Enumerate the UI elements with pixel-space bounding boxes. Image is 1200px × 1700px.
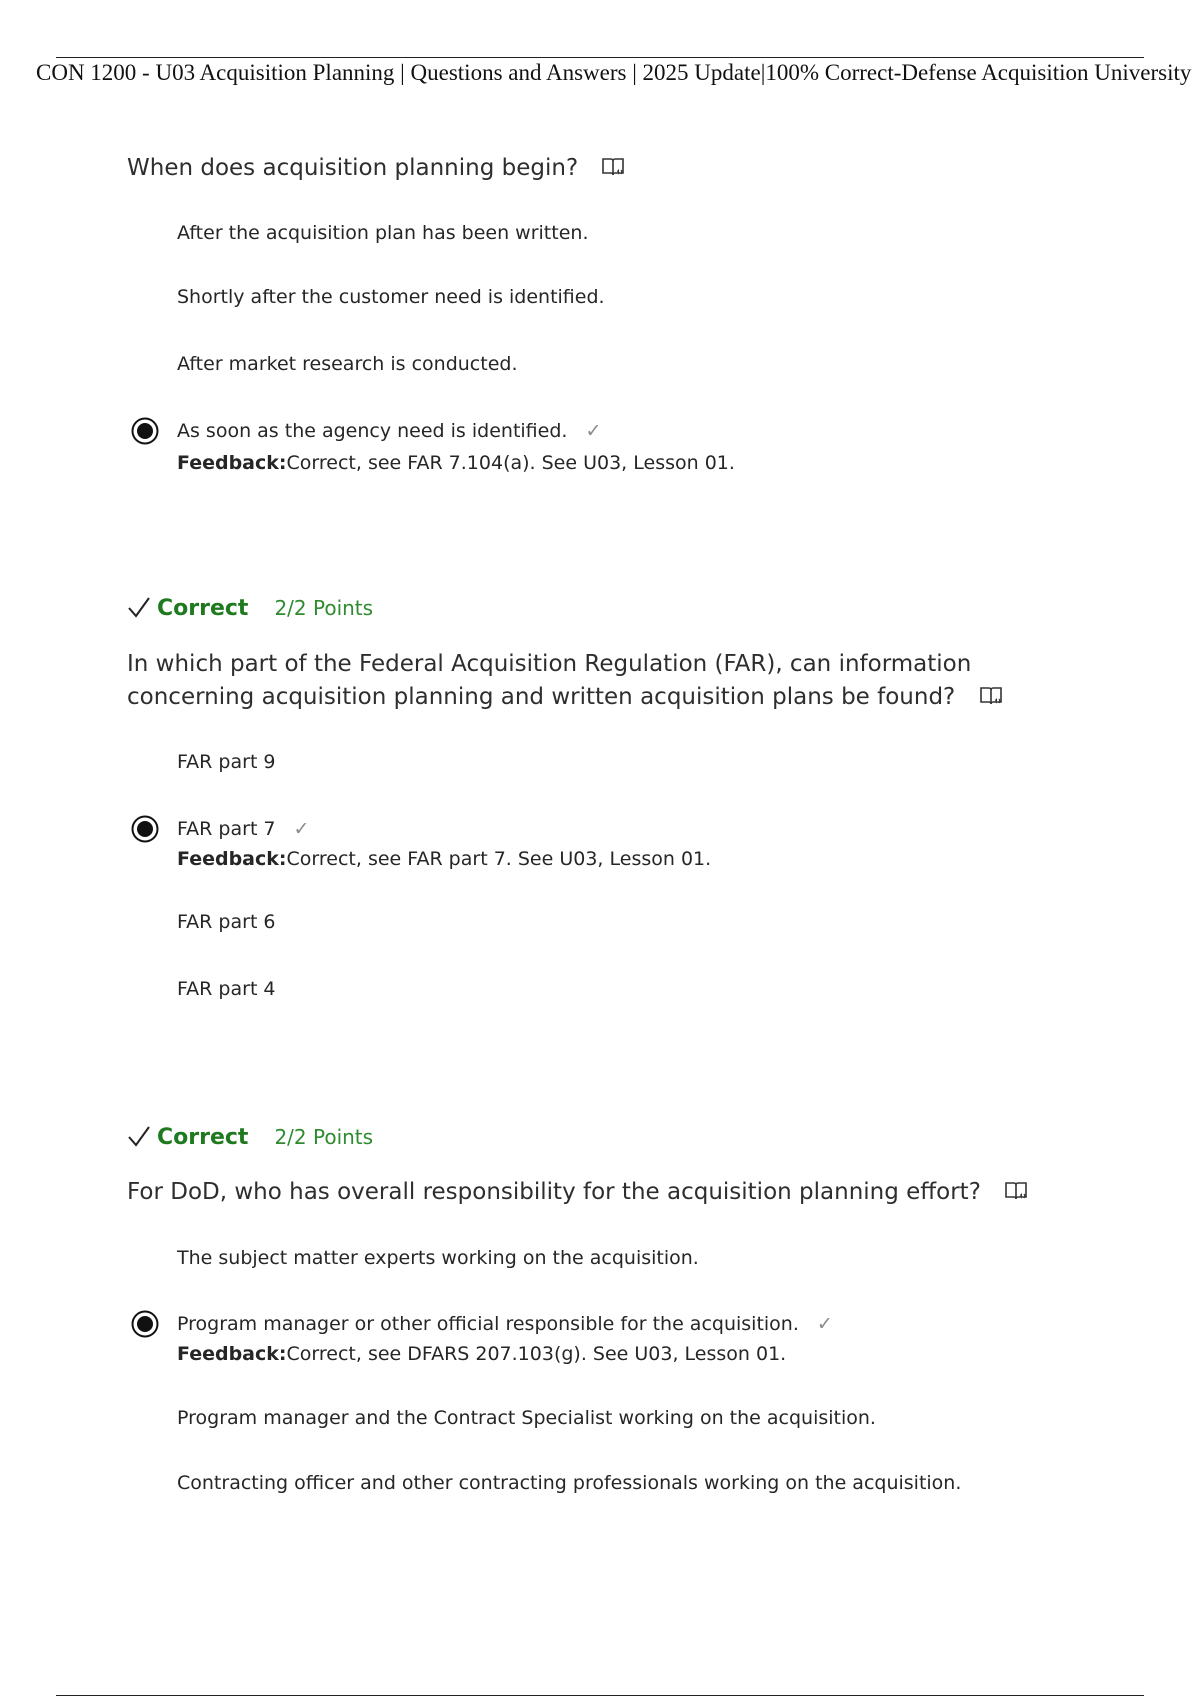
checkmark-icon: ✓ [585,420,602,442]
feedback-label: Feedback: [177,1343,287,1365]
checkmark-icon [127,1125,151,1147]
question-text: For DoD, who has overall responsibility for the acquisition planning effort? [127,1179,981,1205]
option-q2-3[interactable]: FAR part 6 [177,911,276,933]
feedback [177,846,711,872]
option-q2-1[interactable]: FAR part 9 [177,751,276,773]
result-points: 2/2 Points [274,596,374,620]
question-2 [127,648,1087,714]
radio-selected-icon[interactable] [131,1310,159,1338]
immersive-reader-icon[interactable] [979,684,1003,708]
document-title: CON 1200 - U03 Acquisition Planning | Questions and Answers | 2025 Update|100% Correct-Defense Acquisition University [36,60,1192,85]
radio-selected-icon[interactable] [131,417,159,445]
option-label: FAR part 7 [177,818,276,840]
option-q2-4[interactable]: FAR part 4 [177,978,276,1000]
question-1 [127,152,1087,185]
option-q1-4-selected[interactable] [177,418,601,444]
immersive-reader-icon[interactable] [1004,1179,1028,1203]
option-q3-1[interactable]: The subject matter experts working on the acquisition. [177,1247,699,1269]
question-3 [127,1176,1087,1209]
immersive-reader-icon[interactable] [601,155,625,179]
feedback [177,450,735,476]
option-q1-1[interactable]: After the acquisition plan has been written. [177,222,589,244]
option-q1-3[interactable]: After market research is conducted. [177,353,518,375]
result-points: 2/2 Points [274,1125,374,1149]
option-q1-2[interactable]: Shortly after the customer need is identified. [177,286,605,308]
result-q2 [127,594,373,623]
checkmark-icon [127,596,151,618]
feedback-label: Feedback: [177,848,287,870]
question-text: When does acquisition planning begin? [127,155,579,181]
radio-selected-icon[interactable] [131,815,159,843]
option-q3-3[interactable]: Program manager and the Contract Specialist working on the acquisition. [177,1407,876,1429]
option-label: As soon as the agency need is identified. [177,420,568,442]
option-q3-2-selected[interactable] [177,1311,833,1337]
feedback-label: Feedback: [177,452,287,474]
feedback-text: Correct, see FAR part 7. See U03, Lesson 01. [286,848,712,870]
option-q2-2-selected[interactable] [177,816,309,842]
result-status: Correct [157,596,249,621]
feedback-text: Correct, see FAR 7.104(a). See U03, Lesson 01. [286,452,735,474]
checkmark-icon: ✓ [816,1313,833,1335]
result-q3 [127,1123,373,1152]
feedback [177,1341,786,1367]
checkmark-icon: ✓ [293,818,310,840]
result-status: Correct [157,1125,249,1150]
top-rule [56,57,1144,58]
question-text: In which part of the Federal Acquisition Regulation (FAR), can information concerning acquisition planning and written acquisition plans be found? [127,651,972,710]
bottom-rule [56,1695,1144,1696]
option-q3-4[interactable]: Contracting officer and other contracting professionals working on the acquisition. [177,1472,962,1494]
feedback-text: Correct, see DFARS 207.103(g). See U03, Lesson 01. [286,1343,787,1365]
option-label: Program manager or other official responsible for the acquisition. [177,1313,799,1335]
